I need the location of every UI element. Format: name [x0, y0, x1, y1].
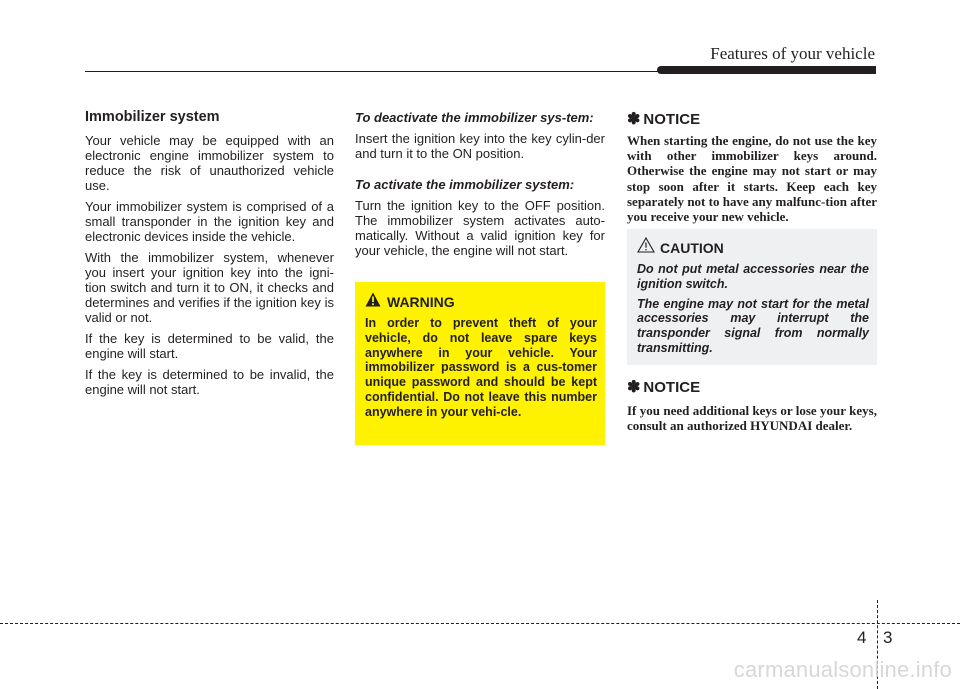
notice-heading [627, 377, 877, 397]
warning-box [355, 282, 605, 445]
warning-text: In order to prevent theft of your vehicle, do not leave spare keys anywhere in your vehicle. Your immobilizer password is a cus-tomer unique password and should be kept confidential. Do not leave this number anywhere in your vehi-cle. [365, 316, 597, 419]
deactivate-heading: To deactivate the immobilizer sys-tem: [355, 110, 594, 125]
paragraph: If the key is determined to be valid, the engine will start. [85, 331, 334, 361]
notice-asterisk-icon: ✽ [627, 111, 641, 128]
caution-title: CAUTION [660, 239, 724, 256]
notice-text: When starting the engine, do not use the key with other immobilizer keys around. Otherwise the engine may not start or may stop soon after it starts. Keep each key separately not to have any malfunc-tion after you receive your new vehicle. [627, 133, 877, 225]
notice-text: If you need additional keys or lose your keys, consult an authorized HYUNDAI dealer. [627, 403, 877, 434]
paragraph: Your vehicle may be equipped with an electronic engine immobilizer system to reduce the risk of unauthorized vehicle use. [85, 133, 334, 193]
column-immobilizer [85, 110, 334, 403]
notice-title: NOTICE [643, 378, 701, 396]
column-notices [627, 112, 877, 224]
column-activation [355, 110, 605, 264]
warning-icon [365, 292, 381, 312]
caution-icon [637, 237, 655, 258]
notice-heading [627, 112, 877, 127]
paragraph: Your immobilizer system is comprised of a small transponder in the ignition key and electronic devices inside the vehicle. [85, 199, 334, 244]
caution-text: Do not put metal accessories near the ignition switch. [637, 262, 869, 291]
footer-rule [0, 623, 960, 624]
page-header-title: Features of your vehicle [710, 44, 875, 63]
chapter-number: 4 [857, 628, 867, 647]
caution-text: The engine may not start for the metal accessories may interrupt the transponder signal from normally transmitting. [637, 296, 869, 355]
warning-title: WARNING [387, 294, 455, 310]
header-rule [85, 71, 675, 72]
activate-heading: To activate the immobilizer system: [355, 177, 575, 192]
page-number: 3 [883, 628, 893, 647]
paragraph: With the immobilizer system, whenever you insert your ignition key into the igni-tion switch and turn it to ON, it checks and determines and verifies if the ignition key is valid or not. [85, 250, 334, 325]
header-accent-bar [657, 66, 876, 74]
watermark: carmanualsonline.info [733, 657, 952, 682]
activate-text: Turn the ignition key to the OFF position. The immobilizer system activates auto-matically. Without a valid ignition key for your vehicle, the engine will not start. [355, 198, 605, 258]
caution-box [627, 229, 877, 365]
deactivate-text: Insert the ignition key into the key cylin-der and turn it to the ON position. [355, 131, 605, 161]
notice-title: NOTICE [643, 111, 701, 128]
section-heading: Immobilizer system [85, 109, 220, 125]
paragraph: If the key is determined to be invalid, the engine will not start. [85, 367, 334, 397]
notice-additional-keys [627, 377, 877, 433]
notice-asterisk-icon: ✽ [627, 379, 641, 396]
